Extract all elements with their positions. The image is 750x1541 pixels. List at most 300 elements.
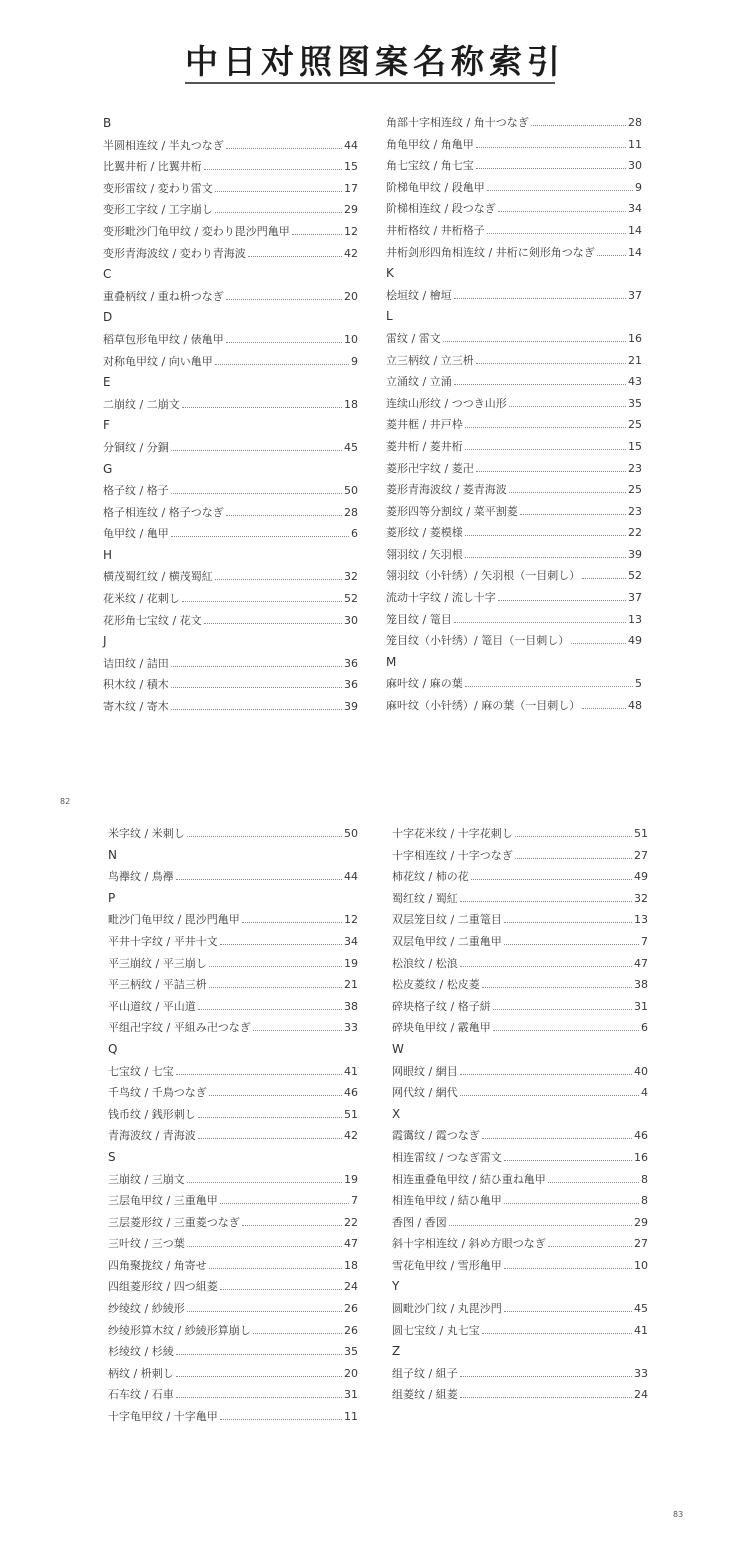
dot-leader xyxy=(198,1104,342,1118)
dot-leader xyxy=(171,480,342,494)
entry-name: 菱井桁 / 菱井桁 xyxy=(386,439,463,453)
dot-leader xyxy=(171,653,342,667)
entry-name: 十字龟甲纹 / 十字亀甲 xyxy=(108,1410,218,1424)
dot-leader xyxy=(454,285,626,299)
section-letter: K xyxy=(386,266,394,281)
section-letter: H xyxy=(103,547,113,562)
dot-leader xyxy=(220,1190,349,1204)
dot-leader xyxy=(171,674,342,688)
dot-leader xyxy=(215,566,342,580)
entry-name: 立涌纹 / 立涌 xyxy=(386,375,452,389)
index-entry xyxy=(386,436,642,458)
entry-name: 变形青海波纹 / 変わり青海波 xyxy=(103,246,246,260)
index-entry xyxy=(108,1320,358,1342)
page-number-left: 82 xyxy=(60,797,71,806)
entry-name: 平山道纹 / 平山道 xyxy=(108,999,196,1013)
entry-page-number: 30 xyxy=(344,613,358,627)
index-entry xyxy=(392,866,648,888)
index-entry xyxy=(108,1298,358,1320)
entry-page-number: 20 xyxy=(344,289,358,303)
entry-name: 对称龟甲纹 / 向い亀甲 xyxy=(103,354,213,368)
index-entry xyxy=(103,674,358,696)
section-letter: M xyxy=(386,654,397,669)
index-entry xyxy=(108,953,358,975)
dot-leader xyxy=(449,1212,632,1226)
entry-page-number: 42 xyxy=(344,1129,358,1143)
entry-name: 松浪纹 / 松浪 xyxy=(392,956,458,970)
entry-name: 花米纹 / 花刺し xyxy=(103,592,180,606)
index-entry xyxy=(392,1233,648,1255)
entry-page-number: 25 xyxy=(628,418,642,432)
dot-leader xyxy=(504,909,632,923)
index-entry xyxy=(386,609,642,631)
dot-leader xyxy=(454,371,626,385)
entry-page-number: 37 xyxy=(628,288,642,302)
section-letter: L xyxy=(386,309,393,324)
entry-name: 纱绫纹 / 紗綾形 xyxy=(108,1302,185,1316)
dot-leader xyxy=(509,393,626,407)
entry-name: 流动十字纹 / 流し十字 xyxy=(386,591,496,605)
entry-name: 菱形四等分割纹 / 菜平割菱 xyxy=(386,504,518,518)
index-entry xyxy=(108,1233,358,1255)
dot-leader xyxy=(465,673,633,687)
dot-leader xyxy=(204,156,342,170)
entry-page-number: 6 xyxy=(351,527,358,541)
dot-leader xyxy=(187,1233,342,1247)
entry-page-number: 28 xyxy=(344,505,358,519)
dot-leader xyxy=(226,329,342,343)
entry-name: 双层笼目纹 / 二重篭目 xyxy=(392,913,502,927)
entry-name: 格子纹 / 格子 xyxy=(103,484,169,498)
index-entry xyxy=(386,393,642,415)
index-entry xyxy=(108,909,358,931)
dot-leader xyxy=(220,1276,342,1290)
entry-page-number: 21 xyxy=(628,353,642,367)
dot-leader xyxy=(498,587,626,601)
dot-leader xyxy=(176,866,342,880)
section-letter: B xyxy=(103,116,112,130)
dot-leader xyxy=(204,610,342,624)
entry-page-number: 18 xyxy=(344,397,358,411)
entry-name: 格子相连纹 / 格子つなぎ xyxy=(103,505,224,519)
entry-name: 网代纹 / 網代 xyxy=(392,1086,458,1100)
index-entry xyxy=(386,220,642,242)
dot-leader xyxy=(548,1233,632,1247)
entry-name: 诘田纹 / 詰田 xyxy=(103,656,169,670)
dot-leader xyxy=(460,888,632,902)
section-letter: X xyxy=(392,1106,401,1121)
entry-name: 分铜纹 / 分銅 xyxy=(103,440,169,454)
entry-page-number: 19 xyxy=(344,956,358,970)
index-entry xyxy=(386,177,642,199)
index-entry xyxy=(392,996,648,1018)
entry-name: 七宝纹 / 七宝 xyxy=(108,1064,174,1078)
index-entry xyxy=(392,974,648,996)
index-entry xyxy=(386,522,642,544)
index-entry xyxy=(108,1406,358,1428)
entry-page-number: 52 xyxy=(344,592,358,606)
title-underline xyxy=(185,82,555,84)
entry-name: 杉绫纹 / 杉綾 xyxy=(108,1345,174,1359)
entry-page-number: 35 xyxy=(344,1345,358,1359)
index-entry xyxy=(386,458,642,480)
dot-leader xyxy=(460,1384,632,1398)
entry-name: 碎块龟甲纹 / 霰亀甲 xyxy=(392,1021,491,1035)
entry-name: 松皮菱纹 / 松皮菱 xyxy=(392,978,480,992)
entry-page-number: 8 xyxy=(641,1172,648,1186)
entry-name: 雷纹 / 雷文 xyxy=(386,331,441,345)
entry-name: 鸟襷纹 / 鳥襷 xyxy=(108,870,174,884)
dot-leader xyxy=(504,931,639,945)
dot-leader xyxy=(465,544,626,558)
entry-page-number: 14 xyxy=(628,223,642,237)
entry-name: 花形角七宝纹 / 花文 xyxy=(103,613,202,627)
index-entry xyxy=(103,523,358,545)
index-entry xyxy=(386,198,642,220)
entry-name: 积木纹 / 積木 xyxy=(103,678,169,692)
dot-leader xyxy=(460,1082,639,1096)
entry-name: 横茂蜀红纹 / 横茂蜀紅 xyxy=(103,570,213,584)
entry-name: 毗沙门龟甲纹 / 毘沙門亀甲 xyxy=(108,913,240,927)
dot-leader xyxy=(487,177,633,191)
index-entry xyxy=(108,1017,358,1039)
index-entry xyxy=(108,823,358,845)
entry-page-number: 7 xyxy=(351,1194,358,1208)
entry-page-number: 9 xyxy=(351,354,358,368)
entry-name: 半圆相连纹 / 半丸つなぎ xyxy=(103,138,224,152)
index-entry xyxy=(386,371,642,393)
entry-page-number: 44 xyxy=(344,138,358,152)
dot-leader xyxy=(215,199,342,213)
entry-name: 菱井框 / 井戸枠 xyxy=(386,418,463,432)
entry-name: 三叶纹 / 三つ葉 xyxy=(108,1237,185,1251)
dot-leader xyxy=(226,286,342,300)
entry-name: 千鸟纹 / 千鳥つなぎ xyxy=(108,1086,207,1100)
dot-leader xyxy=(498,198,626,212)
entry-name: 四角聚拢纹 / 角寄せ xyxy=(108,1258,207,1272)
entry-page-number: 51 xyxy=(634,827,648,840)
entry-name: 米字纹 / 米刺し xyxy=(108,827,185,840)
dot-leader xyxy=(571,630,626,644)
entry-page-number: 22 xyxy=(628,526,642,540)
section-letter: C xyxy=(103,267,112,282)
index-entry xyxy=(103,502,358,524)
dot-leader xyxy=(454,609,626,623)
entry-page-number: 27 xyxy=(634,848,648,862)
entry-name: 连续山形纹 / つつき山形 xyxy=(386,396,507,410)
dot-leader xyxy=(226,502,342,516)
entry-name: 角七宝纹 / 角七宝 xyxy=(386,159,474,173)
dot-leader xyxy=(460,1061,632,1075)
entry-page-number: 52 xyxy=(628,569,642,583)
entry-page-number: 42 xyxy=(344,246,358,260)
entry-name: 雪花龟甲纹 / 雪形亀甲 xyxy=(392,1258,502,1272)
entry-page-number: 39 xyxy=(344,700,358,714)
entry-name: 三层龟甲纹 / 三重亀甲 xyxy=(108,1194,218,1208)
entry-name: 柿花纹 / 柿の花 xyxy=(392,870,469,884)
dot-leader xyxy=(182,394,342,408)
dot-leader xyxy=(176,1341,342,1355)
dot-leader xyxy=(176,1363,342,1377)
entry-page-number: 27 xyxy=(634,1237,648,1251)
index-entry xyxy=(392,823,648,845)
dot-leader xyxy=(176,1384,342,1398)
dot-leader xyxy=(493,996,632,1010)
dot-leader xyxy=(176,1061,342,1075)
index-entry xyxy=(108,1104,358,1126)
entry-page-number: 36 xyxy=(344,656,358,670)
entry-page-number: 16 xyxy=(628,331,642,345)
dot-leader xyxy=(198,1125,342,1139)
index-entry xyxy=(103,221,358,243)
entry-page-number: 39 xyxy=(628,547,642,561)
entry-page-number: 32 xyxy=(344,570,358,584)
dot-leader xyxy=(597,242,626,256)
dot-leader xyxy=(582,565,626,579)
dot-leader xyxy=(476,458,626,472)
dot-leader xyxy=(187,1169,342,1183)
entry-page-number: 24 xyxy=(344,1280,358,1294)
entry-page-number: 47 xyxy=(344,1237,358,1251)
index-entry xyxy=(386,414,642,436)
dot-leader xyxy=(253,1017,342,1031)
entry-page-number: 31 xyxy=(344,1388,358,1402)
index-entry xyxy=(108,1384,358,1406)
dot-leader xyxy=(482,1125,632,1139)
entry-page-number: 34 xyxy=(628,202,642,216)
entry-name: 平井十字纹 / 平井十文 xyxy=(108,934,218,948)
entry-name: 十字相连纹 / 十字つなぎ xyxy=(392,848,513,862)
index-entry xyxy=(108,1190,358,1212)
entry-page-number: 8 xyxy=(641,1194,648,1208)
entry-page-number: 15 xyxy=(628,439,642,453)
index-entry xyxy=(386,673,642,695)
entry-page-number: 20 xyxy=(344,1366,358,1380)
index-entry xyxy=(392,1384,648,1406)
entry-name: 平组卍字纹 / 平組み卍つなぎ xyxy=(108,1021,251,1035)
entry-name: 平三柄纹 / 平詰三枡 xyxy=(108,978,207,992)
dot-leader xyxy=(482,1320,632,1334)
dot-leader xyxy=(520,501,626,515)
dot-leader xyxy=(465,436,626,450)
entry-page-number: 51 xyxy=(344,1107,358,1121)
index-entry xyxy=(386,479,642,501)
dot-leader xyxy=(171,437,342,451)
entry-page-number: 48 xyxy=(628,699,642,713)
entry-name: 翎羽纹 / 矢羽根 xyxy=(386,547,463,561)
entry-name: 菱形纹 / 菱模様 xyxy=(386,526,463,540)
index-entry xyxy=(386,695,642,717)
index-entry xyxy=(392,1147,648,1169)
index-entry xyxy=(108,1061,358,1083)
entry-name: 纱绫形算木纹 / 紗綾形算崩し xyxy=(108,1323,251,1337)
entry-page-number: 31 xyxy=(634,999,648,1013)
dot-leader xyxy=(504,1255,632,1269)
entry-page-number: 26 xyxy=(344,1323,358,1337)
index-column-3 xyxy=(108,823,358,1428)
section-letter: G xyxy=(103,461,113,476)
dot-leader xyxy=(504,1190,639,1204)
index-entry xyxy=(103,588,358,610)
entry-name: 变形工字纹 / 工字崩し xyxy=(103,203,213,217)
entry-name: 稻草包形龟甲纹 / 俵亀甲 xyxy=(103,332,224,346)
entry-name: 阶梯相连纹 / 段つなぎ xyxy=(386,202,496,216)
entry-name: 相连重叠龟甲纹 / 結ひ重ね亀甲 xyxy=(392,1172,546,1186)
dot-leader xyxy=(504,1147,632,1161)
dot-leader xyxy=(209,1082,342,1096)
entry-name: 桧垣纹 / 檜垣 xyxy=(386,288,452,302)
index-entry xyxy=(386,112,642,134)
index-entry xyxy=(392,953,648,975)
section-letter: Z xyxy=(392,1344,401,1359)
dot-leader xyxy=(198,996,342,1010)
entry-page-number: 13 xyxy=(628,612,642,626)
entry-page-number: 28 xyxy=(628,116,642,129)
index-entry xyxy=(108,1125,358,1147)
dot-leader xyxy=(209,974,342,988)
index-entry xyxy=(392,1169,648,1191)
entry-page-number: 13 xyxy=(634,913,648,927)
entry-page-number: 5 xyxy=(635,677,642,691)
entry-name: 圆七宝纹 / 丸七宝 xyxy=(392,1323,480,1337)
index-entry xyxy=(386,565,642,587)
dot-leader xyxy=(171,696,342,710)
entry-page-number: 21 xyxy=(344,978,358,992)
dot-leader xyxy=(171,523,349,537)
entry-name: 钱币纹 / 銭形刺し xyxy=(108,1107,196,1121)
index-entry xyxy=(103,135,358,157)
entry-name: 相连龟甲纹 / 結ひ亀甲 xyxy=(392,1194,502,1208)
entry-name: 石车纹 / 石車 xyxy=(108,1388,174,1402)
section-letter: W xyxy=(392,1041,404,1056)
dot-leader xyxy=(242,1212,342,1226)
index-entry xyxy=(103,178,358,200)
index-entry xyxy=(392,888,648,910)
index-column-2 xyxy=(386,112,642,717)
index-entry xyxy=(386,587,642,609)
index-entry xyxy=(108,1212,358,1234)
entry-page-number: 6 xyxy=(641,1021,648,1035)
entry-page-number: 15 xyxy=(344,160,358,174)
entry-name: 变形雷纹 / 変わり雷文 xyxy=(103,181,213,195)
section-letter: F xyxy=(103,418,110,433)
index-entry xyxy=(103,566,358,588)
entry-name: 笼目纹 / 篭目 xyxy=(386,612,452,626)
index-entry xyxy=(392,845,648,867)
section-letter: D xyxy=(103,310,113,325)
entry-name: 麻叶纹 / 麻の葉 xyxy=(386,677,463,691)
entry-page-number: 37 xyxy=(628,591,642,605)
index-column-4 xyxy=(392,823,648,1406)
entry-name: 碎块格子纹 / 格子絣 xyxy=(392,999,491,1013)
entry-name: 霞霭纹 / 霞つなぎ xyxy=(392,1129,480,1143)
entry-name: 井桁剑形四角相连纹 / 井桁に剣形角つなぎ xyxy=(386,245,595,259)
entry-page-number: 16 xyxy=(634,1150,648,1164)
index-entry xyxy=(392,1298,648,1320)
dot-leader xyxy=(242,909,342,923)
entry-name: 组菱纹 / 組菱 xyxy=(392,1388,458,1402)
index-entry xyxy=(108,1082,358,1104)
entry-name: 香图 / 香図 xyxy=(392,1215,447,1229)
section-letter: J xyxy=(103,634,107,649)
entry-page-number: 29 xyxy=(344,203,358,217)
dot-leader xyxy=(460,953,632,967)
index-entry xyxy=(108,974,358,996)
index-entry xyxy=(103,653,358,675)
dot-leader xyxy=(509,479,626,493)
dot-leader xyxy=(504,1298,632,1312)
dot-leader xyxy=(187,823,342,837)
dot-leader xyxy=(531,112,626,126)
entry-name: 麻叶纹（小针绣）/ 麻の葉（一目刺し） xyxy=(386,699,581,713)
section-letter: P xyxy=(108,890,116,905)
index-entry xyxy=(108,1341,358,1363)
entry-name: 三层菱形纹 / 三重菱つなぎ xyxy=(108,1215,240,1229)
entry-name: 蜀红纹 / 蜀紅 xyxy=(392,891,458,905)
dot-leader xyxy=(220,1406,342,1420)
index-entry xyxy=(108,1276,358,1298)
entry-page-number: 25 xyxy=(628,483,642,497)
entry-page-number: 33 xyxy=(634,1366,648,1380)
entry-page-number: 10 xyxy=(634,1258,648,1272)
dot-leader xyxy=(182,588,342,602)
index-entry xyxy=(392,1363,648,1385)
index-entry xyxy=(108,931,358,953)
entry-page-number: 45 xyxy=(344,440,358,454)
dot-leader xyxy=(476,155,626,169)
entry-name: 寄木纹 / 寄木 xyxy=(103,700,169,714)
section-letter: N xyxy=(108,847,117,862)
entry-page-number: 26 xyxy=(344,1302,358,1316)
entry-page-number: 29 xyxy=(634,1215,648,1229)
index-entry xyxy=(103,610,358,632)
entry-name: 菱形卍字纹 / 菱卍 xyxy=(386,461,474,475)
entry-name: 组子纹 / 組子 xyxy=(392,1366,458,1380)
entry-page-number: 50 xyxy=(344,827,358,840)
entry-page-number: 17 xyxy=(344,181,358,195)
entry-name: 圆毗沙门纹 / 丸毘沙門 xyxy=(392,1302,502,1316)
entry-page-number: 14 xyxy=(628,245,642,259)
index-entry xyxy=(386,328,642,350)
entry-name: 井桁格纹 / 井桁格子 xyxy=(386,223,485,237)
entry-name: 二崩纹 / 二崩文 xyxy=(103,397,180,411)
dot-leader xyxy=(476,350,626,364)
entry-name: 三崩纹 / 三崩文 xyxy=(108,1172,185,1186)
index-entry xyxy=(108,866,358,888)
entry-name: 四组菱形纹 / 四つ組菱 xyxy=(108,1280,218,1294)
entry-name: 相连雷纹 / つなぎ雷文 xyxy=(392,1150,502,1164)
entry-page-number: 43 xyxy=(628,375,642,389)
index-entry xyxy=(392,1255,648,1277)
entry-name: 十字花米纹 / 十字花刺し xyxy=(392,827,513,840)
dot-leader xyxy=(493,1017,639,1031)
dot-leader xyxy=(220,931,342,945)
dot-leader xyxy=(460,1363,632,1377)
entry-page-number: 49 xyxy=(634,870,648,884)
entry-page-number: 33 xyxy=(344,1021,358,1035)
dot-leader xyxy=(248,243,342,257)
entry-name: 笼目纹（小针绣）/ 篭目（一目刺し） xyxy=(386,634,570,648)
entry-name: 重叠柄纹 / 重ね枡つなぎ xyxy=(103,289,224,303)
entry-page-number: 22 xyxy=(344,1215,358,1229)
index-entry xyxy=(108,996,358,1018)
entry-page-number: 7 xyxy=(641,934,648,948)
entry-page-number: 38 xyxy=(634,978,648,992)
entry-page-number: 40 xyxy=(634,1064,648,1078)
index-entry xyxy=(392,1017,648,1039)
index-entry xyxy=(103,696,358,718)
entry-page-number: 46 xyxy=(344,1086,358,1100)
